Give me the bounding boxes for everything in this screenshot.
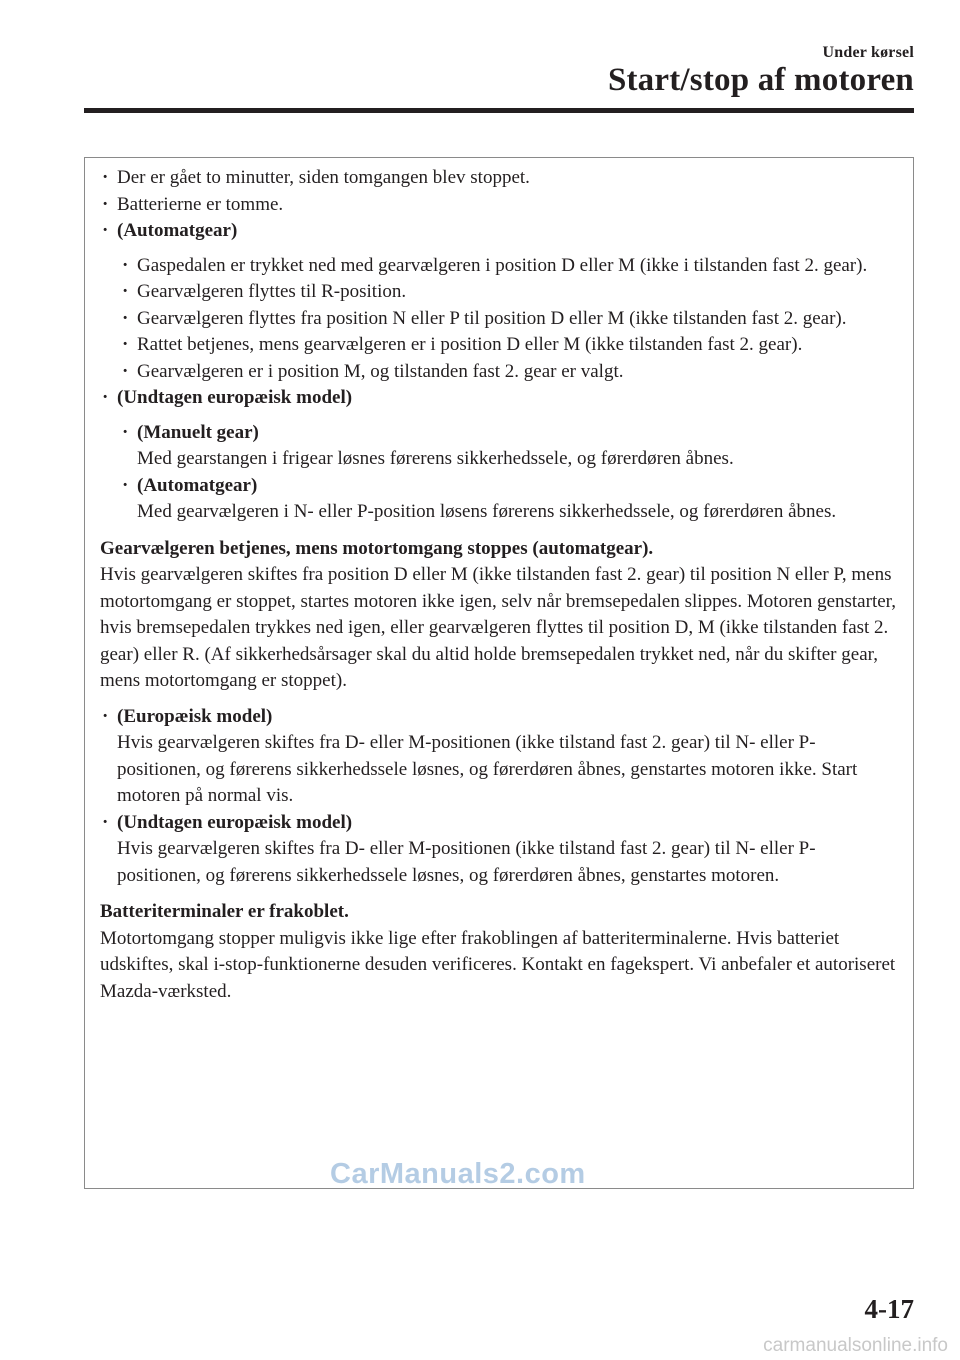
bullet-title: · (Undtagen europæisk model) [117, 811, 353, 833]
bullet-item [100, 704, 899, 810]
bullet-item: · (Undtagen europæisk model) [100, 385, 899, 412]
sub-bullet-title: · (Automatgear) [137, 474, 258, 496]
sub-bullet-item: · Gearvælgeren flyttes fra position N eller P til position D eller M (ikke tilstanden fast 2. gear). [120, 306, 899, 333]
sub-bullet-title: · (Manuelt gear) [137, 421, 259, 443]
section-heading: Batteriterminaler er frakoblet. [100, 901, 349, 922]
bullet-item: · Der er gået to minutter, siden tomgangen blev stoppet. [100, 165, 899, 192]
sub-bullet-text: Med gearstangen i frigear løsnes førerens sikkerhedssele, og førerdøren åbnes. [137, 448, 734, 469]
section-label: Under kørsel [822, 44, 914, 61]
section-paragraph: Motortomgang stopper muligvis ikke lige efter frakoblingen af batteriterminalerne. Hvis batteriet udskiftes, skal i-stop-funktionerne desuden verificeres. Kontakt en fagekspert. Vi anbefaler et autoriseret Mazda-værksted. [100, 927, 896, 1002]
sub-bullet-item: · Gaspedalen er trykket ned med gearvælgeren i position D eller M (ikke i tilstanden fast 2. gear). [120, 253, 899, 280]
title-rule [84, 108, 914, 113]
content-box [84, 157, 914, 1189]
bullet-item: · (Automatgear) [100, 218, 899, 245]
bullet-text: Hvis gearvælgeren skiftes fra D- eller M-positionen (ikke tilstand fast 2. gear) til N- eller P-positionen, og førerens sikkerhedssele løsnes, og førerdøren åbnes, genstartes motoren. [117, 838, 816, 886]
bullet-item: · Batterierne er tomme. [100, 192, 899, 219]
sub-bullet-item: · Rattet betjenes, mens gearvælgeren er i position D eller M (ikke tilstanden fast 2. gear). [120, 332, 899, 359]
sub-bullet-item: · Gearvælgeren flyttes til R-position. [120, 279, 899, 306]
bullet-item [100, 810, 899, 890]
page-title: Start/stop af motoren [607, 62, 914, 98]
bullet-text: Hvis gearvælgeren skiftes fra D- eller M-positionen (ikke tilstand fast 2. gear) til N- eller P-positionen, og førerens sikkerhedssele løsnes, og førerdøren åbnes, genstartes motoren ikke. Start motoren på normal vis. [117, 732, 858, 806]
sub-bullet-item: · Gearvælgeren er i position M, og tilstanden fast 2. gear er valgt. [120, 359, 899, 386]
sub-bullet-text: Med gearvælgeren i N- eller P-position løsens førerens sikkerhedssele, og førerdøren åbnes. [137, 501, 837, 522]
watermark-logo: CarManuals2.com [330, 1158, 586, 1190]
page-number: 4-17 [864, 1294, 914, 1324]
section-heading: Gearvælgeren betjenes, mens motortomgang stoppes (automatgear). [100, 537, 654, 559]
bullet-title: · (Europæisk model) [117, 705, 273, 727]
section-paragraph: Hvis gearvælgeren skiftes fra position D eller M (ikke tilstanden fast 2. gear) til position N eller P, mens motortomgang er stoppet, startes motoren ikke igen, selv når bremsepedalen slippes. Motoren genstarter, hvis bremsepedalen trykkes ned igen, eller gearvælgeren flyttes til position D, M (ikke tilstanden fast 2. gear) eller R. (Af sikkerhedsårsager skal du altid holde bremsepedalen trykket ned, når du skifter gear, mens motortomgang er stoppet). [100, 564, 896, 691]
watermark-site: carmanualsonline.info [763, 1335, 948, 1356]
sub-bullet-item [120, 473, 899, 526]
sub-bullet-item [120, 420, 899, 473]
